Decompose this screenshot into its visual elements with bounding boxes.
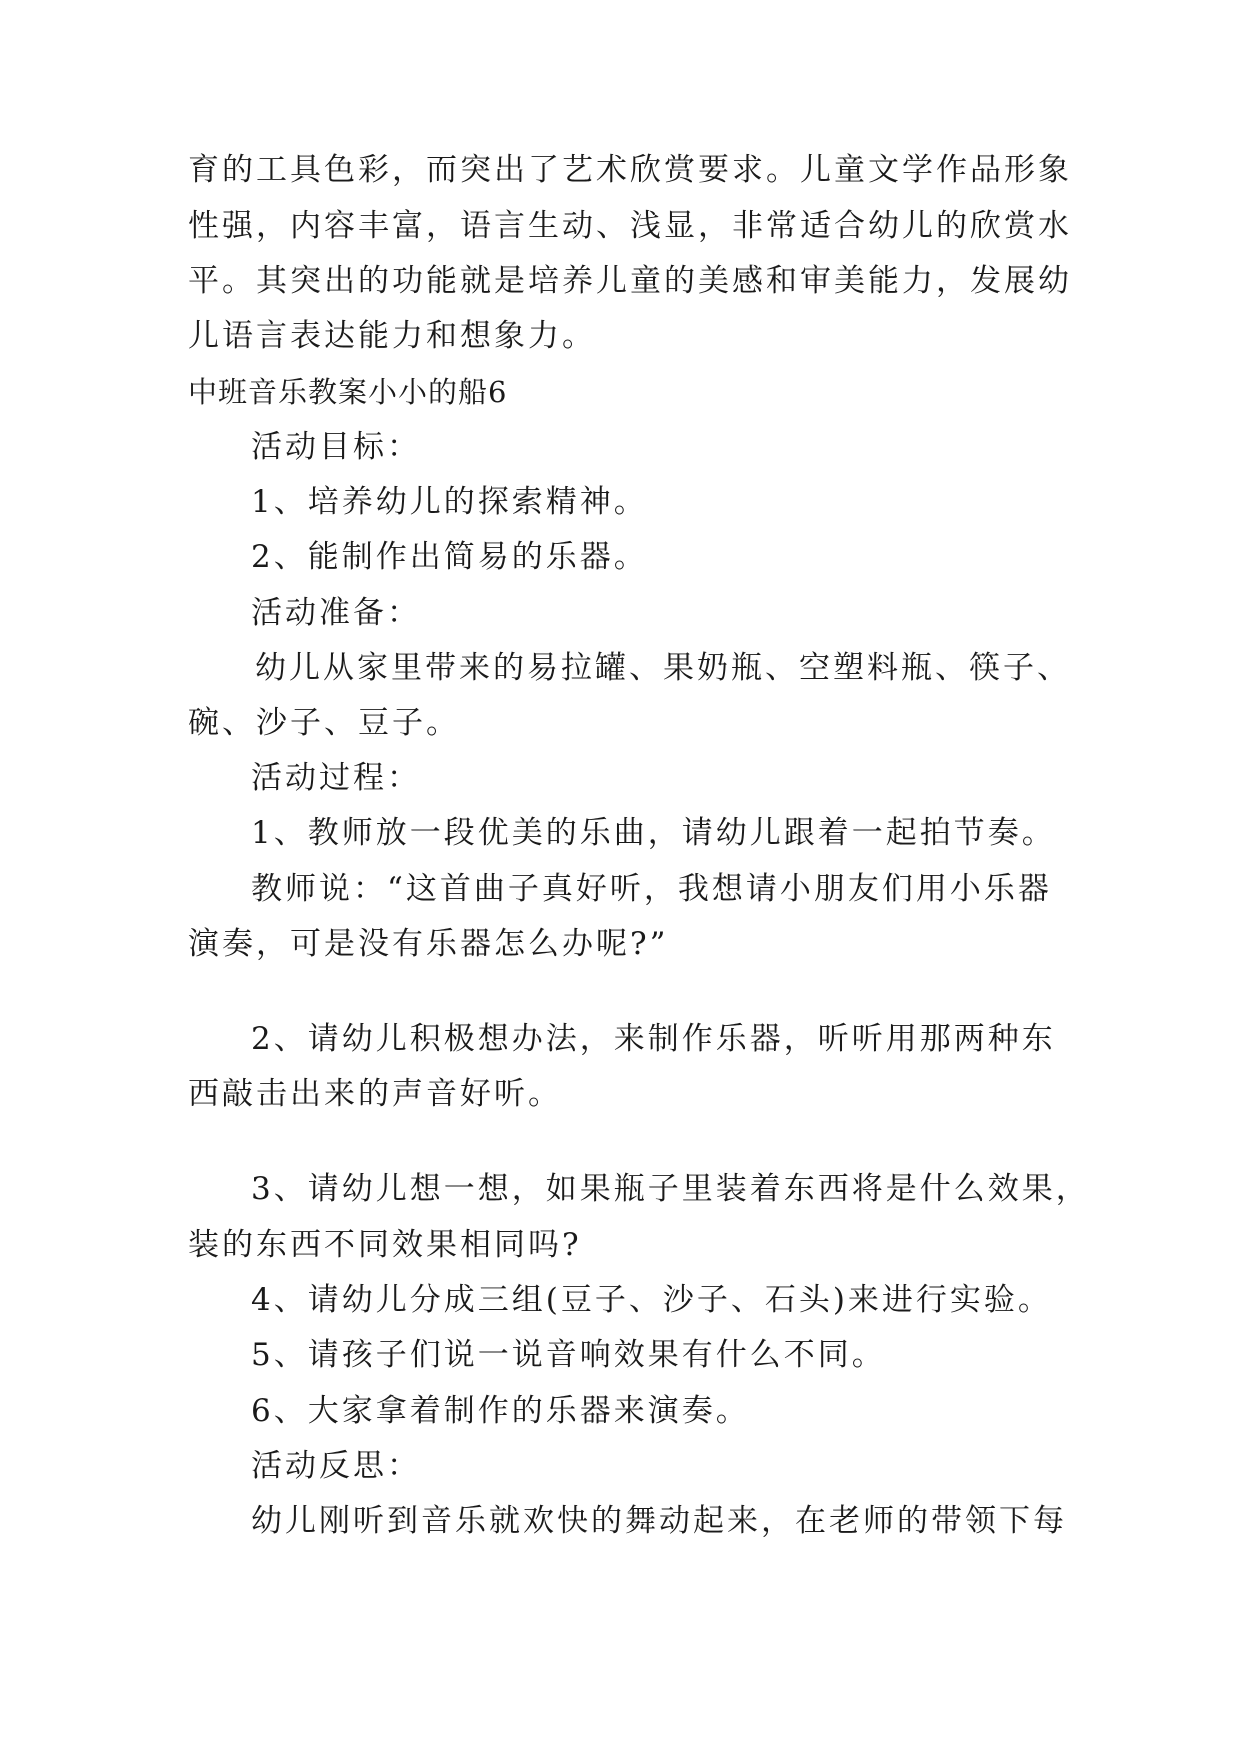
paragraph-line: 育的工具色彩，而突出了艺术欣赏要求。儿童文学作品形象 [188, 152, 1072, 188]
process-step: 4、请幼儿分成三组(豆子、沙子、石头)来进行实验。 [251, 1282, 1052, 1318]
paragraph-line: 性强，内容丰富，语言生动、浅显，非常适合幼儿的欣赏水 [188, 208, 1072, 244]
process-step-continued: 西敲击出来的声音好听。 [188, 1076, 562, 1112]
process-heading: 活动过程： [251, 760, 421, 796]
teacher-quote-line: 教师说：“这首曲子真好听，我想请小朋友们用小乐器 [251, 871, 1052, 907]
prep-line: 碗、沙子、豆子。 [188, 705, 460, 741]
paragraph-line: 平。其突出的功能就是培养儿童的美感和审美能力，发展幼 [188, 263, 1072, 299]
reflection-text: 幼儿刚听到音乐就欢快的舞动起来，在老师的带领下每 [251, 1503, 1067, 1539]
paragraph-line: 儿语言表达能力和想象力。 [188, 318, 596, 354]
prep-line: 幼儿从家里带来的易拉罐、果奶瓶、空塑料瓶、筷子、 [255, 650, 1071, 686]
process-step: 2、请幼儿积极想办法，来制作乐器，听听用那两种东 [251, 1021, 1056, 1057]
process-step-continued: 装的东西不同效果相同吗? [188, 1227, 582, 1263]
teacher-quote-line: 演奏，可是没有乐器怎么办呢?” [188, 926, 669, 962]
section-title: 中班音乐教案小小的船6 [188, 375, 508, 409]
goals-heading: 活动目标： [251, 429, 421, 465]
process-step: 6、大家拿着制作的乐器来演奏。 [251, 1393, 750, 1429]
prep-heading: 活动准备： [251, 595, 421, 631]
process-step: 5、请孩子们说一说音响效果有什么不同。 [251, 1337, 886, 1373]
goal-item: 1、培养幼儿的探索精神。 [251, 484, 648, 520]
process-step: 1、教师放一段优美的乐曲，请幼儿跟着一起拍节奏。 [251, 815, 1056, 851]
reflection-heading: 活动反思： [251, 1448, 421, 1484]
goal-item: 2、能制作出简易的乐器。 [251, 539, 648, 575]
process-step: 3、请幼儿想一想，如果瓶子里装着东西将是什么效果， [251, 1171, 1090, 1207]
